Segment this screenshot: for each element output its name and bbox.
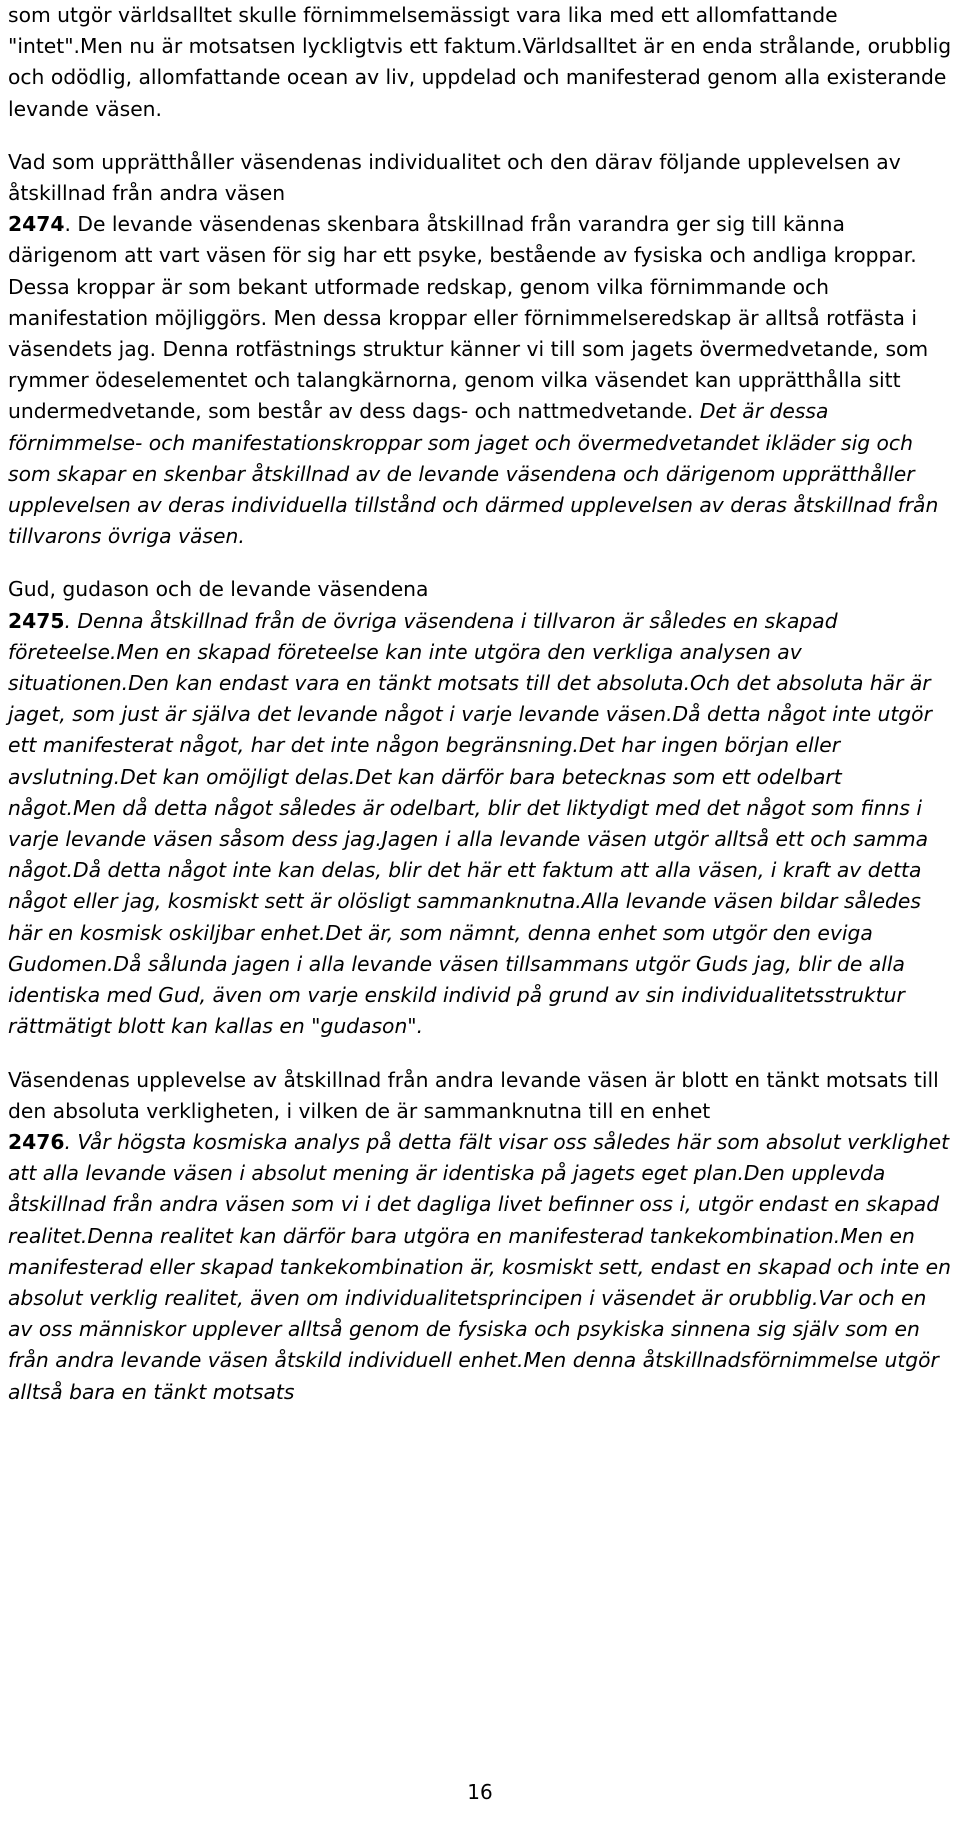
- document-page: [8, 0, 954, 1408]
- paragraph-text-italic-2474: Det är dessa förnimmelse- och manifestationskroppar som jaget och övermedvetandet ikläder sig och som skapar en skenbar åtskillnad av de levande väsendena och därigenom upprätthåller upplevelsen av deras individuella tillstånd och därmed upplevelsen av deras åtskillnad från tillvarons övriga väsen.: [8, 399, 939, 549]
- section-heading-2474: Vad som upprätthåller väsendenas individualitet och den därav följande upplevelsen av åtskillnad från andra väsen: [8, 149, 901, 206]
- intro-paragraph: som utgör världsalltet skulle förnimmelsemässigt vara lika med ett allomfattande "intet".Men nu är motsatsen lyckligtvis ett faktum.Världsalltet är en enda strålande, orubblig och odödlig, allomfattande ocean av liv, uppdelad och manifesterad genom alla existerande levande väsen.: [8, 3, 952, 121]
- paragraph-text-italic-2475: . Denna åtskillnad från de övriga väsendena i tillvaron är således en skapad företeelse.Men en skapad företeelse kan inte utgöra den verkliga analysen av situationen.Den kan endast vara en tänkt motsats till det absoluta.Och det absoluta här är jaget, som just är själva det levande något i varje levande väsen.Då detta något inte utgör ett manifesterat något, har det inte någon begränsning.Det har ingen början eller avslutning.Det kan omöjligt delas.Det kan därför bara betecknas som ett odelbart något.Men då detta något således är odelbart, blir det liktydigt med det något som finns i varje levande väsen såsom dess jag.Jagen i alla levande väsen utgör alltså ett och samma något.Då detta något inte kan delas, blir det här ett faktum att alla väsen, i kraft av detta något eller jag, kosmiskt sett är olösligt sammanknutna.Alla levande väsen bildar således här en kosmisk oskiljbar enhet.Det är, som nämnt, denna enhet som utgör den eviga Gudomen.Då sålunda jagen i alla levande väsen tillsammans utgör Guds jag, blir de alla identiska med Gud, även om varje enskild individ på grund av sin individualitetsstruktur rättmätigt blott kan kallas en "gudason".: [8, 608, 932, 1039]
- section-paragraph-2475: [8, 606, 954, 1043]
- paragraph-gap: [8, 1043, 954, 1065]
- paragraph-text-italic-2476: . Vår högsta kosmiska analys på detta fält visar oss således här som absolut verklighet att alla levande väsen i absolut mening är identiska på jagets eget plan.Den upplevda åtskillnad från andra väsen som vi i det dagliga livet befinner oss i, utgör endast en skapad realitet.Denna realitet kan därför bara utgöra en manifesterad tankekombination.Men en manifesterad eller skapad tankekombination är, kosmiskt sett, endast en skapad och inte en absolut verklig realitet, även om individualitetsprincipen i väsendet är orubblig.Var och en av oss människor upplever alltså genom de fysiska och psykiska sinnena sig själv som en från andra levande väsen åtskild individuell enhet.Men denna åtskillnadsförnimmelse utgör alltså bara en tänkt motsats: [8, 1129, 951, 1404]
- page-number: 16: [467, 1780, 493, 1804]
- paragraph-number-2474: 2474: [8, 212, 65, 237]
- paragraph-number-2475: 2475: [8, 608, 65, 633]
- section-heading-2476: Väsendenas upplevelse av åtskillnad från andra levande väsen är blott en tänkt motsats till den absoluta verkligheten, i vilken de är sammanknutna till en enhet: [8, 1067, 939, 1123]
- paragraph-gap: [8, 552, 954, 574]
- section-heading-2475: Gud, gudason och de levande väsendena: [8, 577, 429, 602]
- section-paragraph-2474: [8, 209, 954, 552]
- paragraph-gap: [8, 125, 954, 147]
- paragraph-text-regular-2474: . De levande väsendenas skenbara åtskillnad från varandra ger sig till känna därigenom att vart väsen för sig har ett psyke, bestående av fysiska och andliga kroppar. Dessa kroppar är som bekant utformade redskap, genom vilka förnimmande och manifestation möjliggörs. Men dessa kroppar eller förnimmelseredskap är alltså rotfästa i väsendets jag. Denna rotfästnings struktur känner vi till som jagets övermedvetande, som rymmer ödeselementet och talangkärnorna, genom vilka väsendet kan upprätthålla sitt undermedvetande, som består av dess dags- och nattmedvetande.: [8, 212, 929, 424]
- paragraph-number-2476: 2476: [8, 1129, 65, 1154]
- section-paragraph-2476: [8, 1127, 954, 1408]
